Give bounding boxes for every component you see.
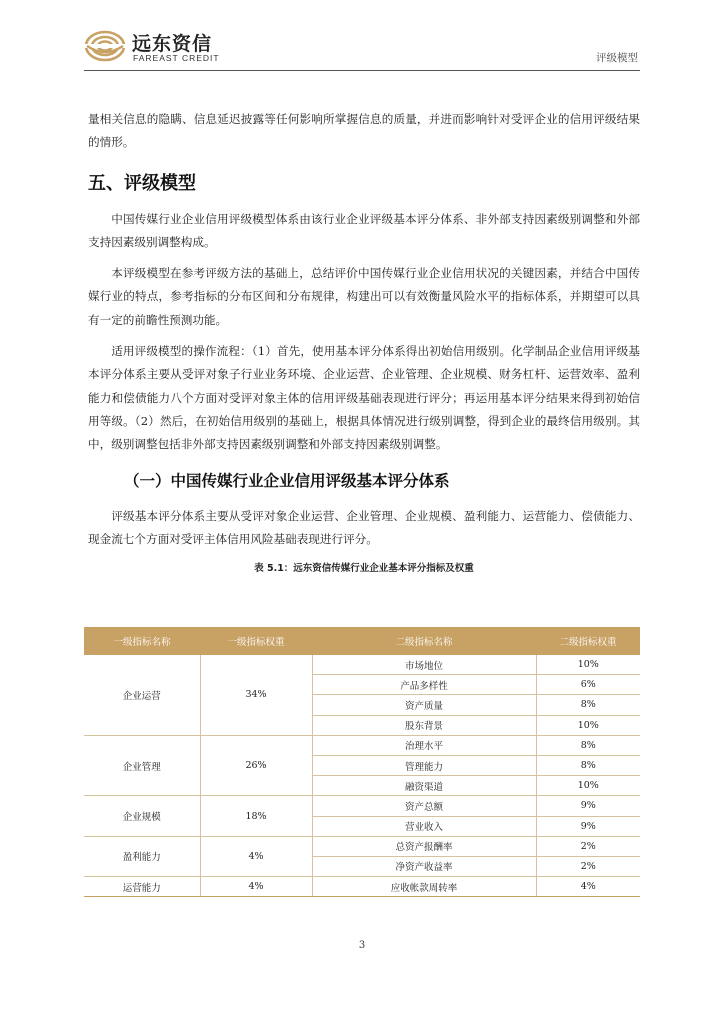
page-number: 3 bbox=[358, 940, 366, 951]
level2-name: 资产总额 bbox=[312, 796, 536, 816]
level2-name: 融资渠道 bbox=[312, 776, 536, 796]
level2-name: 营业收入 bbox=[312, 816, 536, 836]
scoring-table bbox=[84, 627, 640, 897]
level2-name: 管理能力 bbox=[312, 755, 536, 775]
level2-name: 应收帐款周转率 bbox=[312, 877, 536, 897]
level2-name: 市场地位 bbox=[312, 655, 536, 675]
table-row bbox=[84, 796, 640, 816]
level2-name: 总资产报酬率 bbox=[312, 836, 536, 856]
document-body bbox=[88, 108, 640, 581]
paragraph-1: 中国传媒行业企业信用评级模型体系由该行业企业评级基本评分体系、非外部支持因素级别调整和外部支持因素级别调整构成。 bbox=[88, 211, 640, 249]
logo-chinese-name: 远东资信 bbox=[132, 33, 213, 55]
level2-weight: 10% bbox=[536, 715, 640, 735]
level1-weight: 4% bbox=[200, 836, 312, 876]
fareast-logo-icon bbox=[84, 28, 126, 64]
level1-name: 运营能力 bbox=[84, 877, 200, 897]
header-level1-weight: 一级指标权重 bbox=[200, 627, 312, 655]
paragraph-3: 适用评级模型的操作流程：（1）首先，使用基本评分体系得出初始信用级别。化学制品企业信用评级基本评分体系主要从受评对象子行业业务环境、企业运营、企业管理、企业规模、财务杠杆、运营效率、盈利能力和偿债能力八个方面对受评对象主体的信用评级基础表现进行评分；再运用基本评分结果来得到初始信用等级。（2）然后，在初始信用级别的基础上，根据具体情况进行级别调整，得到企业的最终信用级别。其中，级别调整包括非外部支持因素级别调整和外部支持因素级别调整。 bbox=[88, 344, 640, 452]
table-row bbox=[84, 735, 640, 755]
header-section-label: 评级模型 bbox=[596, 52, 638, 64]
logo-english-name: FAREAST CREDIT bbox=[133, 53, 220, 63]
level2-weight: 8% bbox=[536, 695, 640, 715]
header-level2-weight: 二级指标权重 bbox=[536, 627, 640, 655]
company-logo bbox=[84, 28, 224, 66]
level2-name: 产品多样性 bbox=[312, 675, 536, 695]
header-level1-name: 一级指标名称 bbox=[84, 627, 200, 655]
level1-name: 企业管理 bbox=[84, 735, 200, 796]
level2-name: 净资产收益率 bbox=[312, 856, 536, 876]
level1-weight: 26% bbox=[200, 735, 312, 796]
level1-name: 盈利能力 bbox=[84, 836, 200, 876]
level2-weight: 10% bbox=[536, 655, 640, 675]
table-caption: 表 5.1：远东资信传媒行业企业基本评分指标及权重 bbox=[254, 563, 474, 575]
level1-name: 企业规模 bbox=[84, 796, 200, 836]
subsection-paragraph: 评级基本评分体系主要从受评对象企业运营、企业管理、企业规模、盈利能力、运营能力、偿债能力、现金流七个方面对受评主体信用风险基础表现进行评分。 bbox=[88, 508, 640, 546]
level2-weight: 2% bbox=[536, 856, 640, 876]
level1-weight: 4% bbox=[200, 877, 312, 897]
level1-weight: 34% bbox=[200, 655, 312, 735]
level2-weight: 10% bbox=[536, 776, 640, 796]
intro-continuation: 量相关信息的隐瞒、信息延迟披露等任何影响所掌握信息的质量，并进而影响针对受评企业的信用评级结果的情形。 bbox=[88, 112, 640, 150]
section-title: 五、评级模型 bbox=[88, 172, 196, 194]
level2-weight: 8% bbox=[536, 755, 640, 775]
level1-weight: 18% bbox=[200, 796, 312, 836]
level2-weight: 9% bbox=[536, 816, 640, 836]
level2-weight: 6% bbox=[536, 675, 640, 695]
paragraph-2: 本评级模型在参考评级方法的基础上，总结评价中国传媒行业企业信用状况的关键因素，并结合中国传媒行业的特点，参考指标的分布区间和分布规律，构建出可以有效衡量风险水平的指标体系，并期望可以具有一定的前瞻性预测功能。 bbox=[88, 266, 640, 327]
table-row bbox=[84, 655, 640, 675]
level2-name: 股东背景 bbox=[312, 715, 536, 735]
table-header-row bbox=[84, 627, 640, 655]
level2-weight: 9% bbox=[536, 796, 640, 816]
level2-weight: 8% bbox=[536, 735, 640, 755]
table-row bbox=[84, 836, 640, 856]
page-header bbox=[84, 26, 640, 71]
level2-weight: 2% bbox=[536, 836, 640, 856]
level2-name: 治理水平 bbox=[312, 735, 536, 755]
table-row bbox=[84, 877, 640, 897]
header-level2-name: 二级指标名称 bbox=[312, 627, 536, 655]
subsection-title: （一）中国传媒行业企业信用评级基本评分体系 bbox=[124, 471, 450, 490]
level2-weight: 4% bbox=[536, 877, 640, 897]
level1-name: 企业运营 bbox=[84, 655, 200, 735]
level2-name: 资产质量 bbox=[312, 695, 536, 715]
